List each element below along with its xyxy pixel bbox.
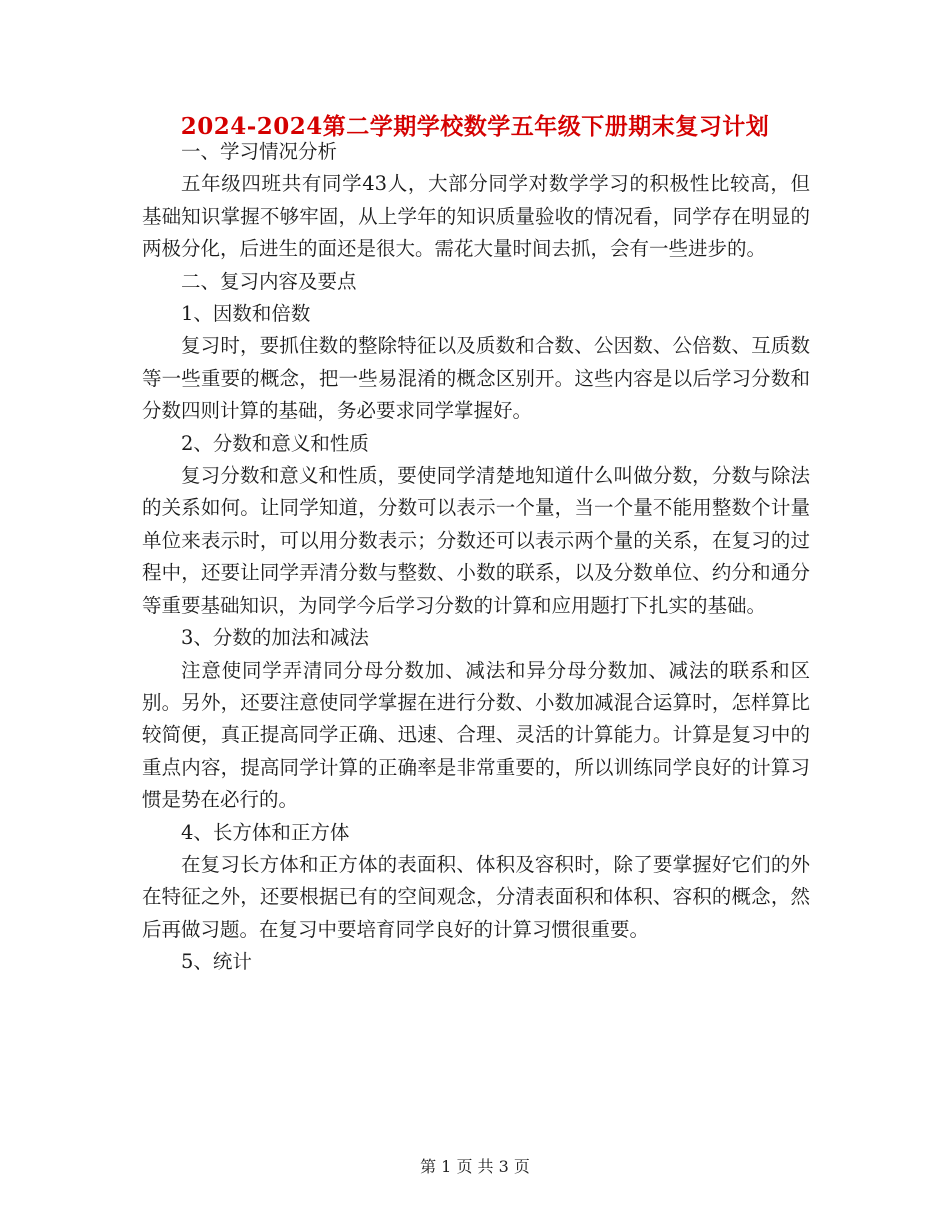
subheading-statistics: 5、统计: [181, 950, 252, 974]
paragraph-cuboid-cube: 在复习长方体和正方体的表面积、体积及容积时，除了要掌握好它们的外在特征之外，还要根据已有的空间观念，分清表面积和体积、容积的概念，然后再做习题。在复习中要培育同学良好的计算习惯很重要。: [142, 852, 810, 941]
document-title: 2024-2024第二学期学校数学五年级下册期末复习计划: [180, 113, 770, 140]
page-footer: 第 1 页 共 3 页: [420, 1157, 530, 1176]
paragraph-factors-multiples: 复习时，要抓住数的整除特征以及质数和合数、公因数、公倍数、互质数等一些重要的概念，把一些易混淆的概念区别开。这些内容是以后学习分数和分数四则计算的基础，务必要求同学掌握好。: [142, 334, 810, 423]
subheading-fractions-meaning: 2、分数和意义和性质: [181, 431, 369, 455]
paragraph-fraction-addition: 注意使同学弄清同分母分数加、减法和异分母分数加、减法的联系和区别。另外，还要注意使同学掌握在进行分数、小数加减混合运算时，怎样算比较简便，真正提高同学正确、迅速、合理、灵活的计算能力。计算是复习中的重点内容，提高同学计算的正确率是非常重要的，所以训练同学良好的计算习惯是势在必行的。: [142, 658, 810, 812]
paragraph-fractions-meaning: 复习分数和意义和性质，要使同学清楚地知道什么叫做分数，分数与除法的关系如何。让同学知道，分数可以表示一个量，当一个量不能用整数个计量单位来表示时，可以用分数表示；分数还可以表示两个量的关系，在复习的过程中，还要让同学弄清分数与整数、小数的联系，以及分数单位、约分和通分等重要基础知识，为同学今后学习分数的计算和应用题打下扎实的基础。: [142, 464, 810, 617]
section-heading-analysis: 一、学习情况分析: [181, 140, 338, 163]
subheading-cuboid-cube: 4、长方体和正方体: [181, 820, 350, 844]
subheading-fraction-addition: 3、分数的加法和减法: [181, 626, 369, 650]
section-heading-review-content: 二、复习内容及要点: [181, 269, 357, 293]
paragraph-analysis: 五年级四班共有同学43人，大部分同学对数学学习的积极性比较高，但基础知识掌握不够牢固，从上学年的知识质量验收的情况看，同学存在明显的两极分化，后进生的面还是很大。需花大量时间去抓，会有一些进步的。: [142, 172, 810, 261]
subheading-factors-multiples: 1、因数和倍数: [181, 302, 311, 326]
document-body: [142, 136, 810, 979]
